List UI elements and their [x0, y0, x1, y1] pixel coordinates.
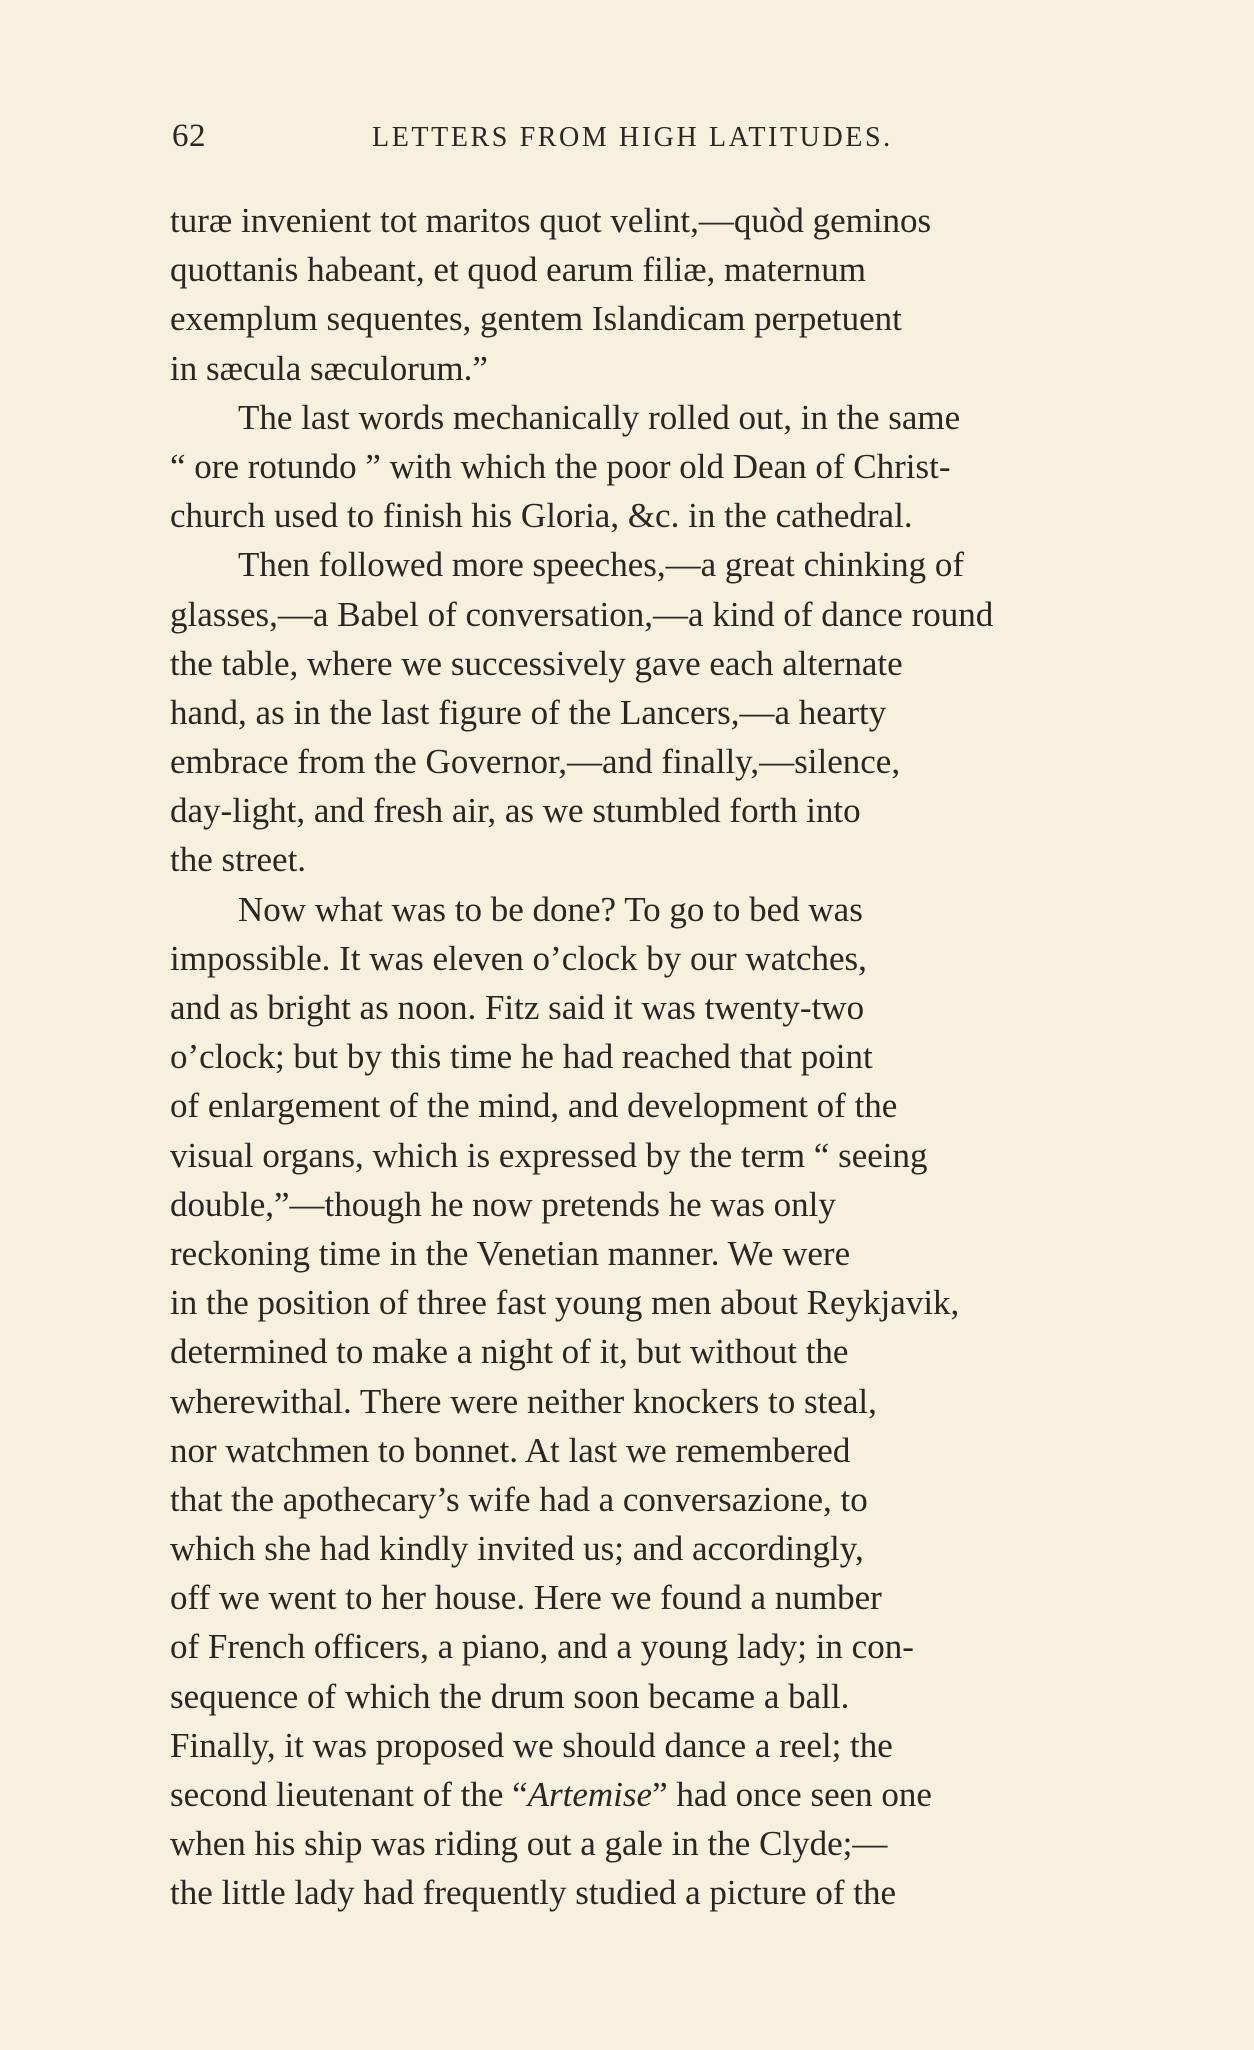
page-header: [172, 118, 980, 168]
text-line: turæ invenient tot maritos quot velint,—quòd geminos: [170, 201, 932, 240]
text-line: of French officers, a piano, and a young lady; in con-: [170, 1627, 914, 1667]
text-line: embrace from the Governor,—and finally,—silence,: [170, 742, 901, 782]
paragraph-start-line: The last words mechanically rolled out, in the same: [238, 397, 961, 437]
text-line: that the apothecary’s wife had a conversazione, to: [170, 1479, 868, 1519]
text-line: quottanis habeant, et quod earum filiæ, maternum: [170, 250, 866, 290]
text-line: determined to make a night of it, but without the: [170, 1332, 849, 1372]
text-line: double,”—though he now pretends he was only: [170, 1184, 836, 1224]
text-line: hand, as in the last figure of the Lancers,—a hearty: [170, 692, 887, 732]
text-line: the little lady had frequently studied a picture of the: [170, 1873, 897, 1913]
text-line: visual organs, which is expressed by the term “ seeing: [170, 1135, 928, 1175]
text-line: reckoning time in the Venetian manner. We were: [170, 1233, 851, 1273]
text-line: day-light, and fresh air, as we stumbled forth into: [170, 791, 861, 831]
text-line: wherewithal. There were neither knockers to steal,: [170, 1381, 877, 1421]
text-line: glasses,—a Babel of conversation,—a kind of dance round: [170, 594, 994, 634]
text-line: of enlargement of the mind, and development of the: [170, 1086, 898, 1126]
text-line: in sæcula sæculorum.”: [170, 348, 488, 388]
text-line: the table, where we successively gave each alternate: [170, 643, 903, 683]
text-line: “ ore rotundo ” with which the poor old Dean of Christ-: [170, 446, 951, 486]
text-line: off we went to her house. Here we found a number: [170, 1578, 882, 1618]
text-fragment: second lieutenant of the “: [170, 1775, 528, 1814]
text-line: sequence of which the drum soon became a ball.: [170, 1676, 850, 1716]
paragraph-start-line: Then followed more speeches,—a great chinking of: [238, 545, 964, 585]
text-line: church used to finish his Gloria, &c. in the cathedral.: [170, 496, 913, 536]
text-line: nor watchmen to bonnet. At last we remembered: [170, 1430, 851, 1470]
text-line: when his ship was riding out a gale in the Clyde;—: [170, 1824, 888, 1864]
paragraph-start-line: Now what was to be done? To go to bed was: [238, 889, 863, 929]
text-line: the street.: [170, 840, 307, 880]
text-line: exemplum sequentes, gentem Islandicam perpetuent: [170, 299, 902, 339]
text-fragment: ” had once seen one: [652, 1775, 932, 1814]
text-line: in the position of three fast young men about Reykjavik,: [170, 1283, 960, 1323]
text-line: and as bright as noon. Fitz said it was twenty-two: [170, 988, 865, 1027]
ship-name-italic: Artemise: [527, 1775, 653, 1814]
text-line: o’clock; but by this time he had reached that point: [170, 1037, 873, 1077]
text-line-artemise: [170, 1770, 1170, 1819]
text-line: Finally, it was proposed we should dance a reel; the: [170, 1725, 893, 1765]
text-line: which she had kindly invited us; and accordingly,: [170, 1529, 864, 1569]
running-head: LETTERS FROM HIGH LATITUDES.: [372, 122, 893, 153]
body-text: [170, 196, 1170, 1918]
page-number: 62: [172, 118, 206, 154]
text-line: impossible. It was eleven o’clock by our watches,: [170, 938, 867, 978]
